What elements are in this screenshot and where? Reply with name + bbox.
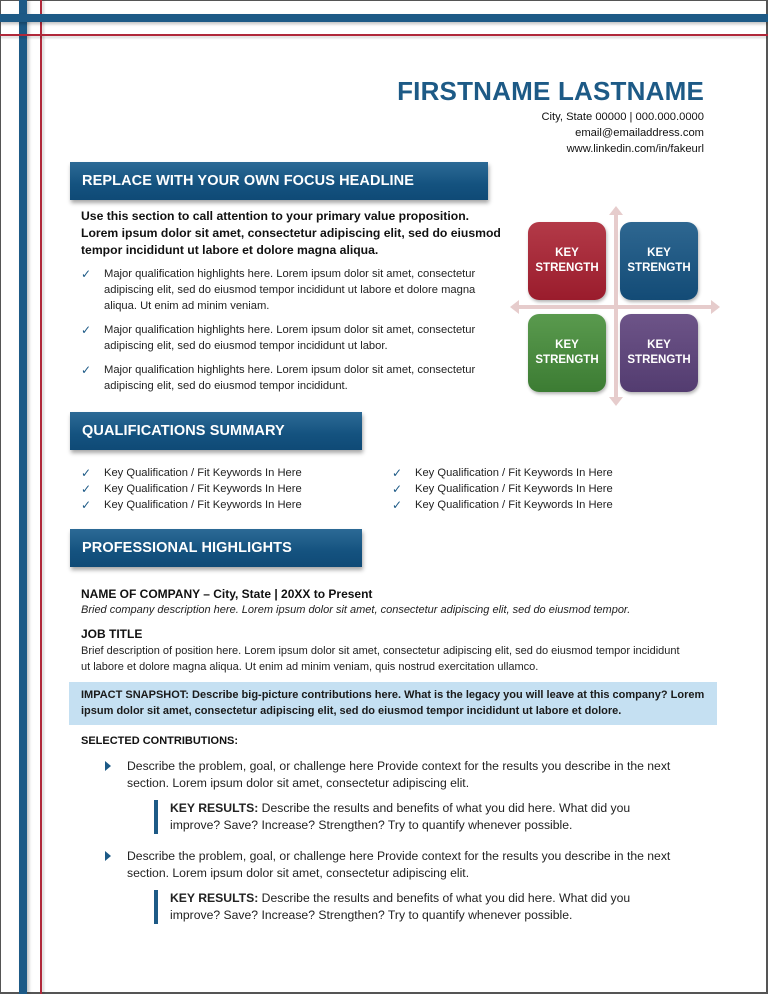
job-title: JOB TITLE bbox=[81, 627, 143, 641]
check-icon: ✓ bbox=[81, 498, 92, 512]
qualification-text: Key Qualification / Fit Keywords In Here bbox=[104, 467, 302, 479]
check-icon: ✓ bbox=[392, 466, 403, 480]
check-icon: ✓ bbox=[81, 363, 92, 377]
contribution-item bbox=[103, 758, 703, 834]
border-red-vertical bbox=[40, 0, 42, 994]
list-item bbox=[81, 465, 302, 481]
qualification-text: Key Qualification / Fit Keywords In Here bbox=[415, 483, 613, 495]
impact-snapshot: IMPACT SNAPSHOT: Describe big-picture contributions here. What is the legacy you will leave at this company? Lorem ipsum dolor sit amet, consectetur adipiscing elit, sed do eiusmod tempor incididunt ut labore et dolore. bbox=[69, 682, 717, 725]
key-strength-line1: KEY bbox=[647, 339, 671, 351]
key-results-text: Describe the results and benefits of what you did here. What did you improve? Save? Increase? Strengthen? Try to quantify whenever possible. bbox=[170, 801, 631, 832]
check-icon: ✓ bbox=[81, 267, 92, 281]
candidate-name: FIRSTNAME LASTNAME bbox=[397, 76, 704, 106]
contribution-text: Describe the problem, goal, or challenge here Provide context for the results you describe in the next section. Lorem ipsum dolor sit amet, consectetur adipiscing elit. bbox=[127, 759, 671, 790]
arrow-right-icon bbox=[711, 300, 720, 314]
highlight-text: Major qualification highlights here. Lorem ipsum dolor sit amet, consectetur adipiscing elit, sed do eiusmod tempor incididunt. bbox=[104, 364, 476, 392]
highlight-text: Major qualification highlights here. Lorem ipsum dolor sit amet, consectetur adipiscing elit, sed do eiusmod tempor incididunt ut labore et dolore magna aliqua. Ut enim ad minim veniam. bbox=[104, 268, 476, 312]
job-description: Brief description of position here. Lorem ipsum dolor sit amet, consectetur adipiscing elit, sed do eiusmod tempor incididunt ut labore et dolore magna aliqua. Ut enim ad minim veniam, quis nostrud exercitation ullamco. bbox=[81, 645, 680, 673]
key-strength-green bbox=[528, 314, 606, 392]
key-strength-blue bbox=[620, 222, 698, 300]
horizontal-axis bbox=[516, 305, 714, 309]
qualification-text: Key Qualification / Fit Keywords In Here bbox=[415, 499, 613, 511]
triangle-bullet-icon bbox=[105, 851, 111, 861]
qualifications-headline: QUALIFICATIONS SUMMARY bbox=[70, 412, 362, 450]
highlights-list bbox=[81, 266, 499, 402]
contact-location-phone: City, State 00000 | 000.000.0000 bbox=[541, 111, 704, 123]
key-strength-purple bbox=[620, 314, 698, 392]
list-item bbox=[392, 497, 613, 513]
arrow-up-icon bbox=[609, 206, 623, 215]
key-strength-line2: STRENGTH bbox=[627, 262, 691, 274]
qualifications-left-list bbox=[81, 465, 302, 513]
list-item bbox=[392, 465, 613, 481]
border-blue-vertical bbox=[19, 0, 27, 994]
key-strength-line1: KEY bbox=[555, 247, 579, 259]
contact-block bbox=[541, 109, 704, 157]
check-icon: ✓ bbox=[81, 323, 92, 337]
key-strength-red bbox=[528, 222, 606, 300]
check-icon: ✓ bbox=[81, 466, 92, 480]
key-strength-line2: STRENGTH bbox=[627, 354, 691, 366]
arrow-left-icon bbox=[510, 300, 519, 314]
contribution-text-block bbox=[103, 848, 703, 882]
list-item bbox=[81, 322, 499, 354]
qualification-text: Key Qualification / Fit Keywords In Here bbox=[104, 499, 302, 511]
selected-contributions-label: SELECTED CONTRIBUTIONS: bbox=[81, 735, 239, 747]
highlight-text: Major qualification highlights here. Lorem ipsum dolor sit amet, consectetur adipiscing elit, sed do eiusmod tempor incididunt ut labor. bbox=[104, 324, 476, 352]
key-results-block bbox=[154, 800, 674, 834]
check-icon: ✓ bbox=[392, 498, 403, 512]
professional-headline: PROFESSIONAL HIGHLIGHTS bbox=[70, 529, 362, 567]
key-strength-line2: STRENGTH bbox=[535, 354, 599, 366]
key-results-text: Describe the results and benefits of what you did here. What did you improve? Save? Increase? Strengthen? Try to quantify whenever possible. bbox=[170, 891, 631, 922]
key-strengths-grid bbox=[510, 206, 720, 406]
contribution-text-block bbox=[103, 758, 703, 792]
company-description: Bried company description here. Lorem ipsum dolor sit amet, consectetur adipiscing elit, sed do eiusmod tempor. bbox=[81, 604, 631, 616]
arrow-down-icon bbox=[609, 397, 623, 406]
key-strength-line1: KEY bbox=[555, 339, 579, 351]
list-item bbox=[81, 497, 302, 513]
list-item bbox=[392, 481, 613, 497]
triangle-bullet-icon bbox=[105, 761, 111, 771]
value-proposition: Use this section to call attention to your primary value proposition. Lorem ipsum dolor sit amet, consectetur adipiscing elit, sed do eiusmod tempor incididunt ut labore et dolore magna aliqua. bbox=[81, 209, 501, 257]
focus-headline: REPLACE WITH YOUR OWN FOCUS HEADLINE bbox=[70, 162, 488, 200]
border-red-horizontal bbox=[0, 34, 768, 36]
qualifications-right-list bbox=[392, 465, 613, 513]
list-item bbox=[81, 362, 499, 394]
key-strength-line1: KEY bbox=[647, 247, 671, 259]
qualification-text: Key Qualification / Fit Keywords In Here bbox=[415, 467, 613, 479]
company-heading: NAME OF COMPANY – City, State | 20XX to Present bbox=[81, 587, 373, 601]
contact-email: email@emailaddress.com bbox=[575, 127, 704, 139]
key-results-block bbox=[154, 890, 674, 924]
check-icon: ✓ bbox=[81, 482, 92, 496]
check-icon: ✓ bbox=[392, 482, 403, 496]
list-item bbox=[81, 266, 499, 314]
list-item bbox=[81, 481, 302, 497]
qualification-text: Key Qualification / Fit Keywords In Here bbox=[104, 483, 302, 495]
border-blue-horizontal bbox=[0, 14, 768, 22]
contact-linkedin: www.linkedin.com/in/fakeurl bbox=[566, 143, 704, 155]
contribution-item bbox=[103, 848, 703, 924]
key-results-label: KEY RESULTS: bbox=[170, 891, 259, 905]
contribution-text: Describe the problem, goal, or challenge here Provide context for the results you describe in the next section. Lorem ipsum dolor sit amet, consectetur adipiscing elit. bbox=[127, 849, 671, 880]
key-strength-line2: STRENGTH bbox=[535, 262, 599, 274]
key-results-label: KEY RESULTS: bbox=[170, 801, 259, 815]
